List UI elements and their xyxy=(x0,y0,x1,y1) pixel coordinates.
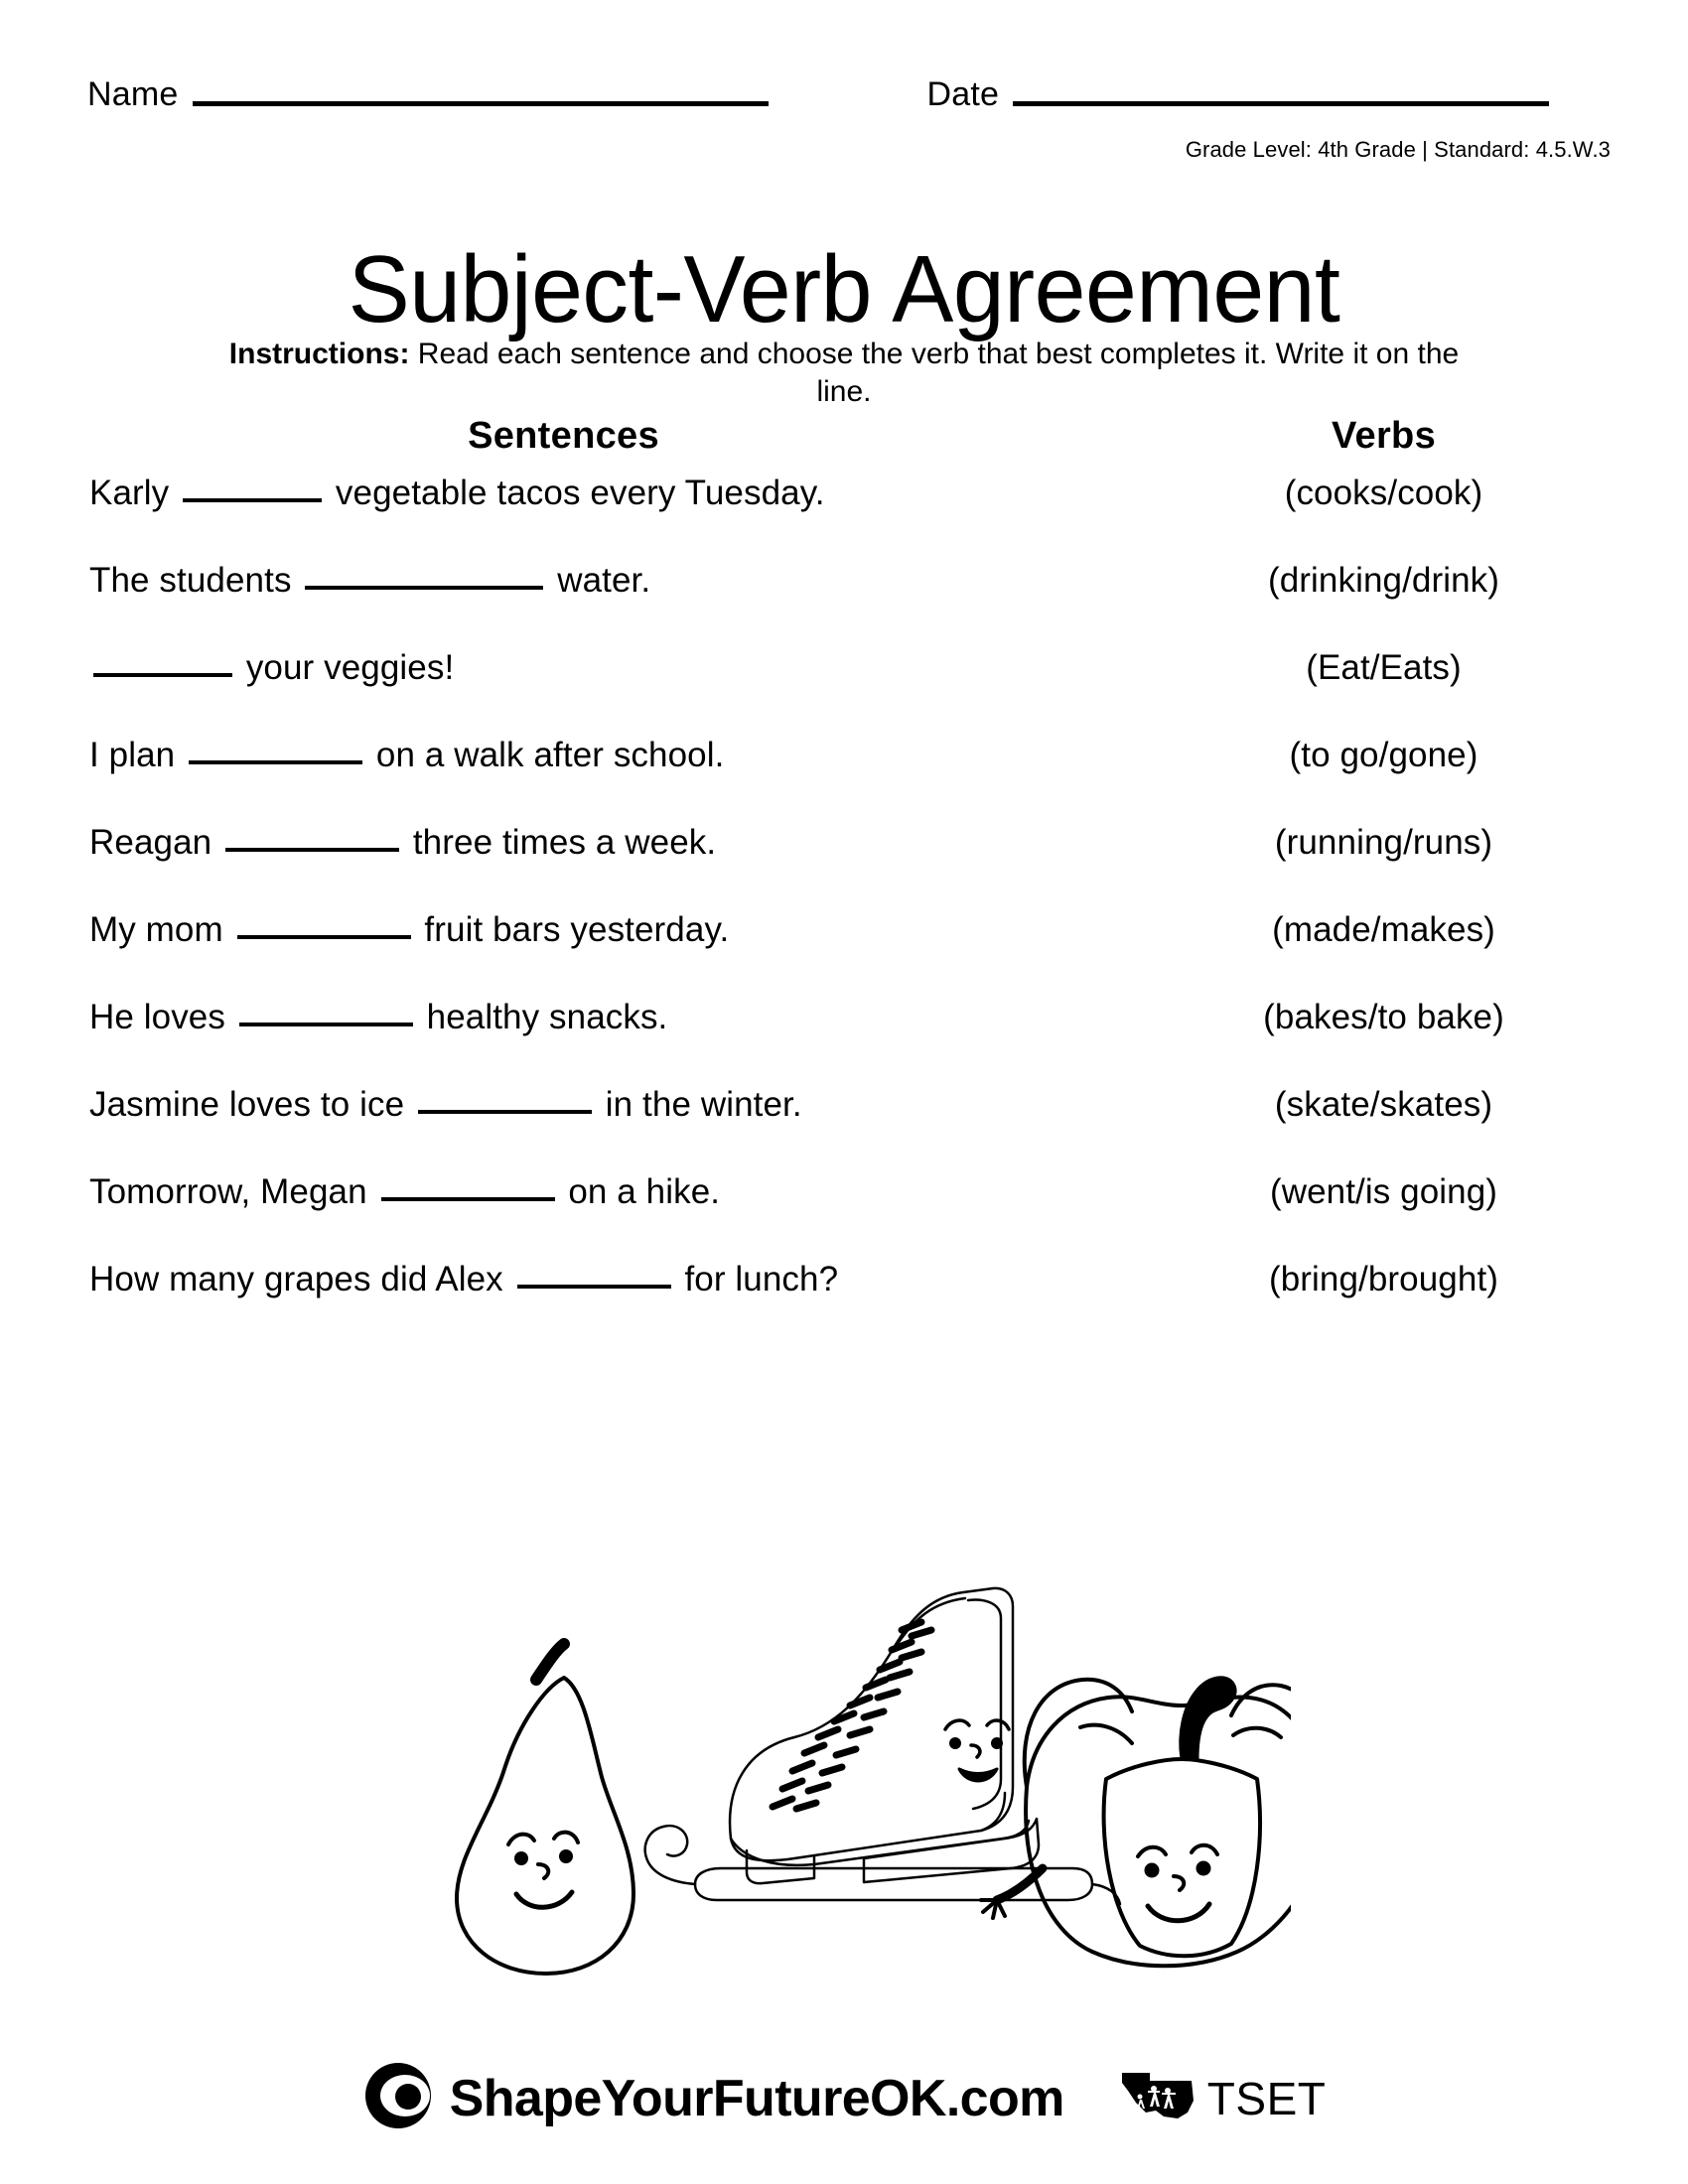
date-label: Date xyxy=(926,75,1000,113)
answer-blank[interactable] xyxy=(517,1285,671,1289)
verb-options: (made/makes) xyxy=(1272,910,1495,949)
pear-face xyxy=(508,1833,578,1908)
sentence-text xyxy=(89,823,1157,863)
question-row xyxy=(89,998,1611,1085)
verbs-column-header: Verbs xyxy=(1331,415,1437,457)
sentence-suffix: three times a week. xyxy=(412,823,717,862)
answer-blank[interactable] xyxy=(189,760,362,764)
question-row xyxy=(89,1085,1611,1172)
sentence-prefix: The students xyxy=(89,561,292,600)
sentence-prefix: Karly xyxy=(89,474,170,512)
question-rows xyxy=(89,474,1611,1347)
sentence-suffix: vegetable tacos every Tuesday. xyxy=(335,474,825,512)
answer-blank[interactable] xyxy=(183,498,322,502)
answer-blank[interactable] xyxy=(418,1110,592,1114)
sentence-text xyxy=(89,1172,1157,1212)
sentence-text xyxy=(89,474,1157,513)
sentence-suffix: in the winter. xyxy=(605,1085,802,1124)
question-row xyxy=(89,648,1611,736)
answer-blank[interactable] xyxy=(239,1023,413,1026)
pepper-face xyxy=(1138,1845,1217,1921)
name-write-line[interactable] xyxy=(193,101,769,106)
sentence-text xyxy=(89,1085,1157,1125)
answer-blank[interactable] xyxy=(93,673,232,677)
name-label: Name xyxy=(87,75,179,113)
bell-pepper-character xyxy=(981,1678,1291,1967)
verb-options: (bring/brought) xyxy=(1268,1260,1499,1298)
answer-blank[interactable] xyxy=(237,935,411,939)
sentence-suffix: for lunch? xyxy=(684,1260,839,1298)
verb-options: (cooks/cook) xyxy=(1284,474,1483,512)
question-row xyxy=(89,474,1611,561)
verb-options: (went/is going) xyxy=(1269,1172,1498,1211)
instructions-text: Read each sentence and choose the verb that best completes it. Write it on the line. xyxy=(409,338,1460,408)
sentence-suffix: fruit bars yesterday. xyxy=(424,910,730,949)
ice-skate-character xyxy=(645,1588,1120,1904)
answer-blank[interactable] xyxy=(225,848,399,852)
sentence-prefix: My mom xyxy=(89,910,223,949)
instructions xyxy=(199,336,1489,411)
pear-character xyxy=(457,1644,633,1974)
sentences-column-header: Sentences xyxy=(468,415,659,457)
sentence-prefix: Jasmine loves to ice xyxy=(89,1085,405,1124)
sentence-text xyxy=(89,1260,1157,1299)
sentence-suffix: on a hike. xyxy=(568,1172,721,1211)
tset-logo[interactable] xyxy=(1120,2067,1327,2129)
date-field[interactable] xyxy=(927,77,1550,111)
sentence-text xyxy=(89,561,1157,601)
sentence-text xyxy=(89,648,1157,688)
grade-standard-text: Grade Level: 4th Grade | Standard: 4.5.W.3 xyxy=(1185,137,1611,162)
column-headers xyxy=(89,415,1611,458)
verb-options: (bakes/to bake) xyxy=(1263,998,1504,1036)
sentence-suffix: healthy snacks. xyxy=(426,998,668,1036)
verb-options: (to go/gone) xyxy=(1289,736,1478,774)
instructions-label: Instructions: xyxy=(228,338,410,370)
illustration-characters xyxy=(397,1489,1291,1985)
sentence-text xyxy=(89,998,1157,1037)
tset-name: TSET xyxy=(1206,2072,1327,2124)
footer xyxy=(0,2060,1688,2136)
question-row xyxy=(89,823,1611,910)
page-title: Subject-Verb Agreement xyxy=(348,236,1340,343)
question-row xyxy=(89,736,1611,823)
sentence-suffix: on a walk after school. xyxy=(375,736,725,774)
question-row xyxy=(89,561,1611,648)
sentence-prefix: Reagan xyxy=(89,823,212,862)
question-row xyxy=(89,1260,1611,1347)
sentence-text xyxy=(89,736,1157,775)
worksheet-table xyxy=(89,415,1611,1347)
shape-your-future-logo[interactable] xyxy=(362,2060,1064,2136)
sentence-text xyxy=(89,910,1157,950)
skate-face xyxy=(945,1720,1009,1781)
eye-logo-icon xyxy=(362,2060,434,2136)
oklahoma-state-icon xyxy=(1120,2067,1197,2129)
sentence-prefix: He loves xyxy=(89,998,225,1036)
answer-blank[interactable] xyxy=(381,1197,555,1201)
verb-options: (running/runs) xyxy=(1274,823,1493,862)
name-field[interactable] xyxy=(87,77,769,111)
sentence-prefix: I plan xyxy=(89,736,176,774)
sentence-suffix: water. xyxy=(557,561,651,600)
answer-blank[interactable] xyxy=(305,586,543,590)
brand-name: ShapeYourFutureOK.com xyxy=(449,2069,1064,2127)
verb-options: (drinking/drink) xyxy=(1267,561,1500,600)
sentence-suffix: your veggies! xyxy=(245,648,455,687)
date-write-line[interactable] xyxy=(1013,101,1549,106)
verb-options: (skate/skates) xyxy=(1274,1085,1493,1124)
question-row xyxy=(89,1172,1611,1260)
sentence-prefix: Tomorrow, Megan xyxy=(89,1172,367,1211)
question-row xyxy=(89,910,1611,998)
sentence-prefix: How many grapes did Alex xyxy=(89,1260,503,1298)
header-fields xyxy=(87,77,1611,111)
verb-options: (Eat/Eats) xyxy=(1306,648,1462,687)
